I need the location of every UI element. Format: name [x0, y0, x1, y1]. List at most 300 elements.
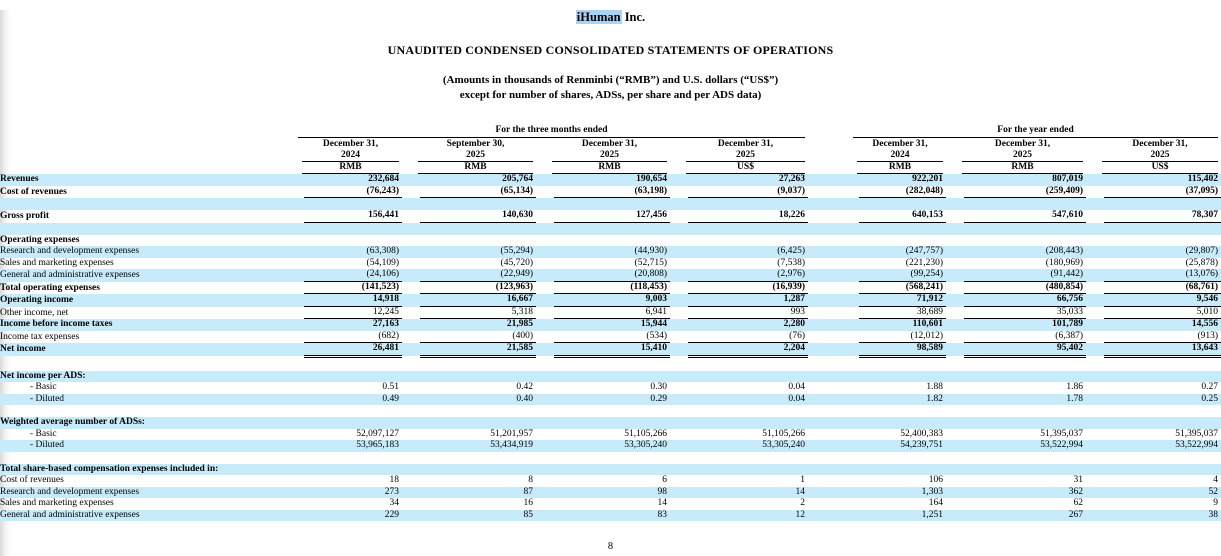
value-cell	[841, 186, 946, 199]
value-cell	[402, 186, 536, 199]
cell-value: 127,456	[554, 210, 670, 223]
cell-value: 98	[657, 486, 667, 497]
value-cell	[286, 487, 402, 499]
cell-value: 1.86	[1066, 382, 1083, 392]
value-cell	[946, 394, 1086, 406]
row-label: General and administrative expenses	[0, 270, 140, 280]
gap-cell	[808, 186, 841, 199]
cell-value: (65,134)	[420, 186, 536, 199]
row-label: Sales and marketing expenses	[0, 498, 114, 508]
value-cell	[402, 475, 536, 487]
value-cell	[1086, 294, 1221, 307]
date-line1: September 30,	[446, 139, 505, 149]
value-cell	[670, 475, 808, 487]
cell-value: 27,163	[372, 319, 399, 329]
value-cell	[841, 475, 946, 487]
spacer-cell	[0, 124, 286, 138]
cell-value: 53,434,919	[490, 440, 533, 450]
value-cell	[536, 464, 670, 476]
value-cell	[286, 498, 402, 510]
cell-value: (20,808)	[554, 269, 670, 282]
row-label: Net income per ADS:	[0, 370, 86, 381]
cell-value: (24,106)	[304, 269, 402, 282]
group-header-cell	[841, 124, 1221, 138]
value-cell	[286, 294, 402, 307]
cell-value: 85	[523, 509, 533, 520]
value-cell	[946, 210, 1086, 223]
table-row	[0, 319, 1221, 331]
blank-row	[0, 223, 1221, 235]
value-cell	[670, 307, 808, 320]
cell-value: 2,280	[783, 319, 805, 329]
value-cell	[402, 464, 536, 476]
value-cell	[536, 294, 670, 307]
gap-cell	[808, 371, 841, 383]
value-cell	[841, 210, 946, 223]
date-line2: 2025	[736, 150, 755, 160]
cell-value: 78,307	[1104, 210, 1221, 223]
value-cell	[536, 307, 670, 320]
value-cell	[536, 174, 670, 186]
date-header-label	[857, 138, 943, 162]
row-label: - Basic	[30, 428, 57, 439]
cell-value: (9,037)	[688, 186, 808, 199]
table-row	[0, 429, 1221, 441]
value-cell	[286, 382, 402, 394]
cell-value: 101,789	[1052, 319, 1083, 329]
cell-value: (12,012)	[859, 331, 946, 344]
cell-value: 0.30	[650, 382, 667, 392]
gap-cell	[808, 331, 841, 344]
value-cell	[1086, 475, 1221, 487]
row-label: - Diluted	[30, 440, 65, 450]
blank-cell	[0, 223, 1221, 235]
date-line2: 2025	[1013, 150, 1032, 160]
value-cell	[1086, 464, 1221, 476]
cell-value: 922,201	[912, 174, 943, 184]
cell-value: 0.29	[650, 393, 667, 404]
row-label: Other income, net	[0, 307, 69, 318]
page-number: 8	[607, 541, 614, 552]
cell-value: (208,443)	[1045, 246, 1083, 256]
value-cell	[286, 331, 402, 344]
value-cell	[536, 210, 670, 223]
cell-value: 14,918	[304, 294, 402, 307]
value-cell	[1086, 371, 1221, 383]
value-cell	[286, 464, 402, 476]
cell-value: (913)	[1104, 331, 1221, 344]
table-row	[0, 487, 1221, 499]
gap-cell	[808, 394, 841, 406]
value-cell	[670, 371, 808, 383]
cell-value: (221,230)	[905, 257, 943, 268]
table-row	[0, 382, 1221, 394]
cell-value: 14	[657, 498, 667, 508]
gap-cell	[808, 429, 841, 441]
table-row	[0, 440, 1221, 452]
cell-value: (2,976)	[688, 269, 808, 282]
value-cell	[946, 417, 1086, 429]
cell-value: (13,076)	[1104, 269, 1221, 282]
cell-value: 2	[800, 498, 805, 508]
gap-cell	[808, 282, 841, 295]
value-cell	[841, 331, 946, 344]
blank-row	[0, 452, 1221, 464]
blank-cell	[0, 198, 1221, 210]
cell-value: 4	[1213, 475, 1219, 485]
value-cell	[841, 394, 946, 406]
value-cell	[946, 258, 1086, 270]
currency-label: RMB	[302, 162, 399, 174]
currency-header-row	[0, 162, 1221, 174]
cell-value: 18	[389, 475, 399, 485]
row-label: Research and development expenses	[0, 246, 140, 256]
value-cell	[1086, 269, 1221, 282]
cell-value: 232,684	[368, 174, 399, 184]
value-cell	[841, 282, 946, 295]
group-header-row	[0, 124, 1221, 138]
value-cell	[286, 319, 402, 331]
row-label: - Basic	[30, 382, 57, 392]
value-cell	[670, 464, 808, 476]
value-cell	[536, 417, 670, 429]
table-row	[0, 510, 1221, 522]
value-cell	[841, 417, 946, 429]
cell-value: 5,318	[420, 307, 536, 320]
cell-value: 38	[1208, 509, 1219, 520]
table-row	[0, 294, 1221, 307]
cell-value: (400)	[420, 331, 536, 344]
date-header-label	[962, 138, 1083, 162]
cell-value: 0.25	[1201, 393, 1219, 404]
date-line2: 2025	[600, 150, 619, 160]
cell-value: (63,308)	[366, 246, 399, 256]
row-label: - Diluted	[30, 393, 65, 404]
table-row	[0, 282, 1221, 295]
value-cell	[946, 235, 1086, 247]
blank-cell	[0, 452, 1221, 464]
date-line2: 2025	[1150, 150, 1170, 160]
value-cell	[536, 186, 670, 199]
value-cell	[670, 282, 808, 295]
financial-table	[0, 124, 1221, 521]
value-cell	[536, 258, 670, 270]
value-cell	[1086, 498, 1221, 510]
cell-value: (45,720)	[500, 257, 533, 268]
currency-label: RMB	[552, 162, 667, 174]
cell-value: (22,949)	[420, 269, 536, 282]
value-cell	[402, 307, 536, 320]
cell-value: (54,109)	[366, 257, 399, 268]
cell-value: 62	[1073, 498, 1083, 508]
table-row	[0, 210, 1221, 223]
cell-value: 51,395,037	[1175, 428, 1219, 439]
value-cell	[946, 371, 1086, 383]
value-cell	[286, 174, 402, 186]
cell-value: 53,305,240	[624, 440, 667, 450]
table-row	[0, 417, 1221, 429]
cell-value: 53,305,240	[762, 440, 805, 450]
date-line2: 2024	[890, 150, 910, 160]
value-cell	[402, 417, 536, 429]
cell-value: 51,105,266	[762, 428, 805, 439]
value-cell	[670, 394, 808, 406]
value-cell	[670, 440, 808, 452]
cell-value: 51,105,266	[624, 428, 667, 439]
gap-cell	[808, 440, 841, 452]
cell-value: 8	[528, 475, 533, 485]
value-cell	[1086, 174, 1221, 186]
row-label: Total share-based compensation expenses included in:	[0, 463, 219, 474]
date-line1: December 31,	[322, 139, 379, 149]
value-cell	[841, 294, 946, 307]
cell-value: 205,764	[502, 174, 533, 184]
value-cell	[841, 235, 946, 247]
currency-label: US$	[686, 162, 805, 174]
cell-value: 807,019	[1052, 174, 1083, 184]
cell-value: (29,807)	[1185, 246, 1219, 256]
cell-value: 0.27	[1201, 382, 1219, 392]
value-cell	[670, 417, 808, 429]
value-cell	[670, 258, 808, 270]
value-cell	[946, 186, 1086, 199]
cell-value: 12	[795, 509, 805, 520]
value-cell	[1086, 510, 1221, 522]
group-header-label: For the three months ended	[298, 124, 805, 138]
value-cell	[402, 294, 536, 307]
row-label: Weighted average number of ADSs:	[0, 417, 145, 427]
cell-value: 71,912	[859, 294, 946, 307]
value-cell	[402, 331, 536, 344]
value-cell	[1086, 258, 1221, 270]
cell-value: 1.78	[1066, 393, 1083, 404]
spacer-cell	[0, 138, 286, 162]
cell-value: 18,226	[688, 210, 808, 223]
value-cell	[841, 307, 946, 320]
statement-note	[0, 73, 1221, 103]
currency-header-cell	[402, 162, 536, 174]
value-cell	[670, 186, 808, 199]
value-cell	[946, 307, 1086, 320]
cell-value: 31	[1073, 475, 1083, 485]
gap-cell	[808, 235, 841, 247]
date-line1: December 31,	[717, 139, 774, 149]
cell-value: (259,409)	[964, 186, 1086, 199]
cell-value: 35,033	[964, 307, 1086, 320]
cell-value: 156,441	[304, 210, 402, 223]
currency-label: RMB	[962, 162, 1083, 174]
statement-title: UNAUDITED CONDENSED CONSOLIDATED STATEMENTS OF OPERATIONS	[387, 43, 834, 57]
value-cell	[1086, 440, 1221, 452]
value-cell	[536, 269, 670, 282]
cell-value: 1.82	[926, 393, 943, 404]
value-cell	[286, 307, 402, 320]
value-cell	[402, 371, 536, 383]
cell-value: (52,715)	[634, 257, 667, 268]
table-row	[0, 498, 1221, 510]
cell-value: (180,969)	[1045, 257, 1083, 268]
value-cell	[670, 331, 808, 344]
cell-value: 9	[1213, 498, 1219, 508]
cell-value: 38,689	[859, 307, 946, 320]
value-cell	[946, 282, 1086, 295]
cell-value: (118,453)	[554, 282, 670, 295]
table-head	[0, 124, 1221, 174]
value-cell	[536, 394, 670, 406]
gap-cell	[808, 174, 841, 186]
table-row	[0, 174, 1221, 186]
cell-value: 87	[523, 486, 533, 497]
cell-value: 26,481	[304, 343, 402, 356]
value-cell	[402, 498, 536, 510]
value-cell	[402, 174, 536, 186]
value-cell	[946, 475, 1086, 487]
value-cell	[536, 371, 670, 383]
cell-value: (68,761)	[1104, 282, 1221, 295]
value-cell	[286, 246, 402, 258]
value-cell	[841, 319, 946, 331]
value-cell	[1086, 429, 1221, 441]
value-cell	[402, 510, 536, 522]
value-cell	[1086, 186, 1221, 199]
cell-value: 51,201,957	[490, 428, 533, 439]
cell-value: (480,854)	[964, 282, 1086, 295]
date-header-cell	[536, 138, 670, 162]
date-line1: December 31,	[994, 139, 1051, 149]
value-cell	[670, 269, 808, 282]
cell-value: 53,522,994	[1040, 440, 1083, 450]
cell-value: 547,610	[964, 210, 1086, 223]
blank-cell	[0, 405, 1221, 417]
value-cell	[402, 269, 536, 282]
value-cell	[946, 294, 1086, 307]
cell-value: (282,048)	[859, 186, 946, 199]
cell-value: 267	[1068, 509, 1083, 520]
gap-cell	[808, 294, 841, 307]
value-cell	[536, 343, 670, 356]
cell-value: (25,878)	[1185, 257, 1219, 268]
cell-value: (534)	[554, 331, 670, 344]
cell-value: 54,239,751	[900, 440, 943, 450]
cell-value: 6,941	[554, 307, 670, 320]
cell-value: 12,245	[304, 307, 402, 320]
cell-value: (6,425)	[777, 246, 805, 256]
date-header-cell	[1086, 138, 1221, 162]
value-cell	[841, 440, 946, 452]
value-cell	[946, 319, 1086, 331]
cell-value: 34	[389, 498, 399, 508]
row-label: Gross profit	[0, 211, 49, 221]
value-cell	[1086, 343, 1221, 356]
cell-value: 115,402	[1187, 174, 1219, 184]
value-cell	[286, 510, 402, 522]
cell-value: 0.40	[516, 393, 533, 404]
cell-value: 21,585	[420, 343, 536, 356]
value-cell	[841, 464, 946, 476]
date-header-label	[686, 138, 805, 162]
cell-value: 16	[523, 498, 533, 508]
date-line1: December 31,	[872, 139, 928, 149]
value-cell	[670, 319, 808, 331]
cell-value: (99,254)	[859, 269, 946, 282]
blank-row	[0, 405, 1221, 417]
gap-cell	[808, 510, 841, 522]
value-cell	[402, 319, 536, 331]
cell-value: (123,963)	[420, 282, 536, 295]
value-cell	[841, 429, 946, 441]
value-cell	[402, 487, 536, 499]
cell-value: 51,395,037	[1040, 428, 1083, 439]
date-header-cell	[946, 138, 1086, 162]
cell-value: 9,546	[1104, 294, 1221, 307]
value-cell	[536, 282, 670, 295]
value-cell	[946, 498, 1086, 510]
company-name	[0, 10, 1221, 24]
value-cell	[946, 429, 1086, 441]
date-header-label	[552, 138, 667, 162]
value-cell	[1086, 246, 1221, 258]
row-label: Revenues	[0, 174, 39, 184]
value-cell	[286, 394, 402, 406]
currency-header-cell	[286, 162, 402, 174]
value-cell	[670, 210, 808, 223]
value-cell	[946, 487, 1086, 499]
table-row	[0, 475, 1221, 487]
table-row	[0, 235, 1221, 247]
value-cell	[286, 429, 402, 441]
row-label: Net income	[0, 344, 46, 354]
row-label: Total operating expenses	[0, 282, 100, 293]
cell-value: 9,003	[554, 294, 670, 307]
row-label: Sales and marketing expenses	[0, 257, 114, 268]
value-cell	[536, 498, 670, 510]
gap-cell	[808, 258, 841, 270]
row-label: Income before income taxes	[0, 319, 113, 329]
document-page	[0, 10, 1221, 521]
value-cell	[402, 246, 536, 258]
group-header-cell	[286, 124, 808, 138]
cell-value: 110,601	[912, 319, 943, 329]
value-cell	[946, 174, 1086, 186]
company-name-suffix: Inc.	[621, 10, 646, 24]
value-cell	[946, 269, 1086, 282]
table-row	[0, 464, 1221, 476]
cell-value: 5,010	[1104, 307, 1221, 320]
value-cell	[402, 429, 536, 441]
cell-value: (76)	[688, 331, 808, 344]
value-cell	[536, 440, 670, 452]
cell-value: 83	[657, 509, 667, 520]
date-header-cell	[286, 138, 402, 162]
cell-value: 27,263	[778, 174, 805, 184]
cell-value: 362	[1068, 486, 1083, 497]
date-header-row	[0, 138, 1221, 162]
currency-header-cell	[670, 162, 808, 174]
value-cell	[536, 487, 670, 499]
gap-cell	[808, 498, 841, 510]
value-cell	[402, 282, 536, 295]
cell-value: 1,303	[921, 486, 943, 497]
gap-cell	[808, 417, 841, 429]
value-cell	[286, 269, 402, 282]
cell-value: 229	[384, 509, 399, 520]
value-cell	[402, 235, 536, 247]
value-cell	[536, 246, 670, 258]
value-cell	[841, 510, 946, 522]
value-cell	[841, 498, 946, 510]
cell-value: 53,965,183	[356, 440, 399, 450]
cell-value: 53,522,994	[1175, 440, 1219, 450]
